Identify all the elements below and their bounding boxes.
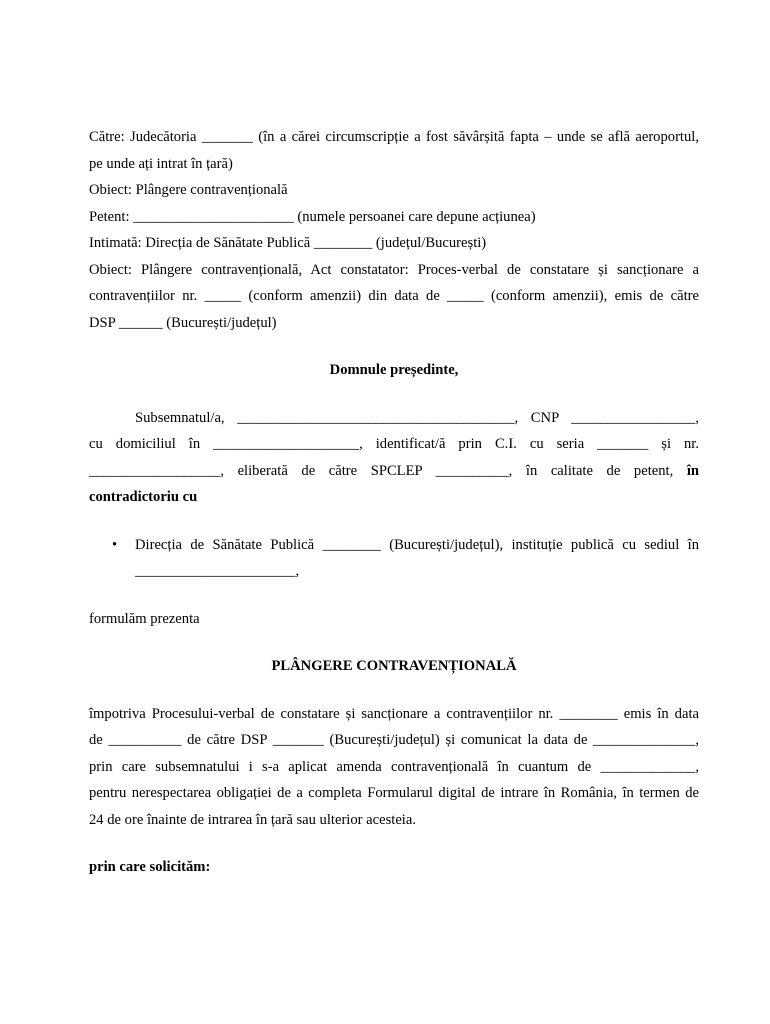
spacer bbox=[89, 632, 699, 653]
intro-line-3 bbox=[89, 458, 699, 485]
bullet-item bbox=[89, 532, 699, 585]
court-line: Către: Judecătoria _______ (în a cărei circumscripție a fost săvârșită fapta – unde se află aeroportul, bbox=[89, 129, 699, 145]
body-line-4: pentru nerespectarea obligației de a completa Formularul digital de intrare în România, în termen de bbox=[89, 785, 699, 801]
spacer bbox=[89, 511, 699, 532]
bullet-icon: • bbox=[112, 536, 118, 553]
object-act-line-2: contravențiilor nr. _____ (conform amenzii) din data de _____ (conform amenzii), emis de către bbox=[89, 288, 699, 304]
intro-line-3-bold: în bbox=[686, 462, 699, 479]
header-block bbox=[89, 124, 699, 336]
spacer bbox=[89, 833, 699, 854]
spacer bbox=[89, 384, 699, 405]
object-line: Obiect: Plângere contravențională bbox=[89, 182, 288, 198]
intimata-line: Intimată: Direcția de Sănătate Publică ________ (județul/București) bbox=[89, 235, 487, 251]
petent-line: Petent: ______________________ (numele persoanei care depune acțiunea) bbox=[89, 208, 536, 225]
bullet-line-1 bbox=[89, 532, 699, 559]
spacer bbox=[89, 585, 699, 606]
body-line-2: de __________ de către DSP _______ (București/județul) și comunicat la data de ______________, bbox=[89, 732, 699, 748]
spacer bbox=[89, 336, 699, 357]
court-line-continuation: pe unde ați intrat în țară) bbox=[89, 155, 233, 172]
object-act-line-1: Obiect: Plângere contravențională, Act constatator: Proces-verbal de constatare și sancționare a bbox=[89, 261, 699, 278]
spacer bbox=[89, 680, 699, 701]
salutation: Domnule președinte, bbox=[329, 362, 459, 378]
object-act-line-3: DSP ______ (București/județul) bbox=[89, 314, 277, 331]
document-page bbox=[89, 124, 699, 881]
formulam-line: formulăm prezenta bbox=[89, 610, 200, 627]
intro-line-4: contradictoriu cu bbox=[89, 489, 198, 505]
body-line-3: prin care subsemnatului i s-a aplicat amenda contravențională în cuantum de _____________, bbox=[89, 758, 699, 775]
body-block bbox=[89, 701, 699, 834]
document-title: PLÂNGERE CONTRAVENȚIONALĂ bbox=[271, 658, 517, 674]
body-line-1: împotriva Procesului-verbal de constatare și sancționare a contravențiilor nr. ________ emis în data bbox=[89, 705, 699, 722]
body-line-5: 24 de ore înainte de intrarea în țară sau ulterior acesteia. bbox=[89, 811, 416, 828]
intro-line-1: Subsemnatul/a, ______________________________________, CNP _________________, bbox=[135, 409, 699, 426]
intro-line-2: cu domiciliul în ____________________, identificat/ă prin C.I. cu seria _______ și nr. bbox=[89, 436, 699, 452]
request-heading: prin care solicităm: bbox=[89, 859, 211, 875]
intro-line-3-text: __________________, eliberată de către SPCLEP __________, în calitate de petent, bbox=[89, 462, 674, 479]
intro-block bbox=[89, 405, 699, 511]
bullet-line-1-text: Direcția de Sănătate Publică ________ (București/județul), instituție publică cu sediul în bbox=[135, 536, 699, 553]
bullet-line-2: ______________________, bbox=[135, 563, 300, 579]
